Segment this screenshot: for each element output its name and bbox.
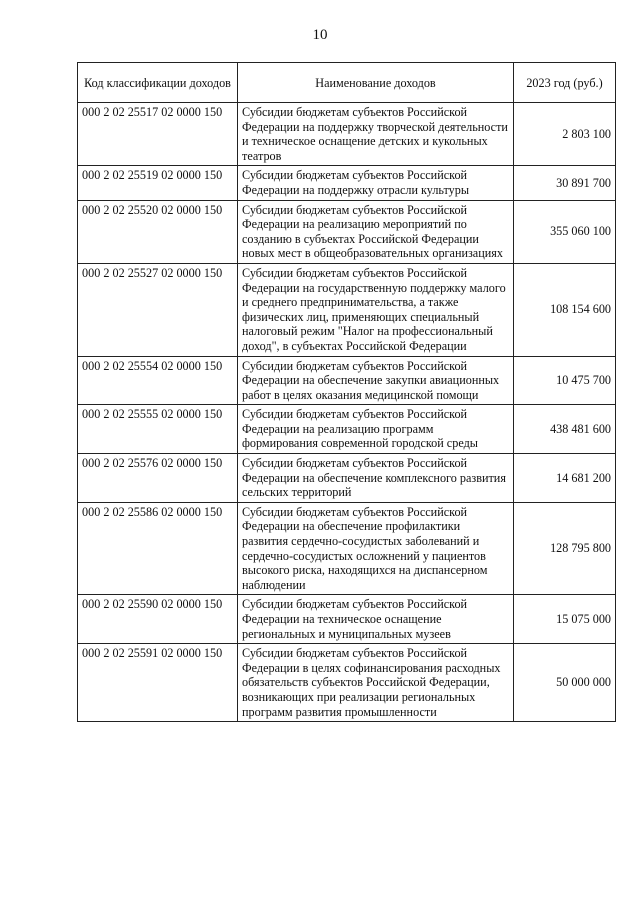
row-amount: 2 803 100 [514, 103, 616, 166]
row-amount: 14 681 200 [514, 454, 616, 503]
row-code: 000 2 02 25517 02 0000 150 [78, 103, 238, 166]
income-table [77, 62, 616, 722]
row-name: Субсидии бюджетам субъектов Российской Федерации на реализацию программ формирования современной городской среды [238, 405, 514, 454]
table-row [78, 263, 616, 356]
table-body [78, 103, 616, 722]
row-amount: 30 891 700 [514, 166, 616, 200]
row-amount: 128 795 800 [514, 502, 616, 595]
row-amount: 108 154 600 [514, 263, 616, 356]
row-code: 000 2 02 25576 02 0000 150 [78, 454, 238, 503]
table-row [78, 103, 616, 166]
table-row [78, 200, 616, 263]
row-code: 000 2 02 25555 02 0000 150 [78, 405, 238, 454]
row-name: Субсидии бюджетам субъектов Российской Федерации на техническое оснащение региональных и муниципальных музеев [238, 595, 514, 644]
row-name: Субсидии бюджетам субъектов Российской Федерации на поддержку отрасли культуры [238, 166, 514, 200]
row-name: Субсидии бюджетам субъектов Российской Федерации на обеспечение комплексного развития сельских территорий [238, 454, 514, 503]
header-row [78, 63, 616, 103]
row-name: Субсидии бюджетам субъектов Российской Федерации на обеспечение закупки авиационных работ в целях оказания медицинской помощи [238, 356, 514, 405]
row-amount: 15 075 000 [514, 595, 616, 644]
header-amount: 2023 год (руб.) [514, 63, 616, 103]
header-name: Наименование доходов [238, 63, 514, 103]
row-code: 000 2 02 25586 02 0000 150 [78, 502, 238, 595]
page-number: 10 [312, 27, 328, 43]
row-code: 000 2 02 25554 02 0000 150 [78, 356, 238, 405]
table-row [78, 405, 616, 454]
table-row [78, 356, 616, 405]
row-amount: 355 060 100 [514, 200, 616, 263]
row-amount: 438 481 600 [514, 405, 616, 454]
row-name: Субсидии бюджетам субъектов Российской Федерации на поддержку творческой деятельности и техническое оснащение детских и кукольных театров [238, 103, 514, 166]
table-row [78, 454, 616, 503]
header-code: Код классификации доходов [78, 63, 238, 103]
table-row [78, 595, 616, 644]
row-name: Субсидии бюджетам субъектов Российской Федерации на государственную поддержку малого и среднего предпринимательства, а также физических лиц, применяющих специальный налоговый режим "Налог на профессиональный доход", в субъектах Российской Федерации [238, 263, 514, 356]
row-code: 000 2 02 25527 02 0000 150 [78, 263, 238, 356]
row-code: 000 2 02 25591 02 0000 150 [78, 644, 238, 722]
table-row [78, 644, 616, 722]
row-amount: 10 475 700 [514, 356, 616, 405]
row-name: Субсидии бюджетам субъектов Российской Федерации на обеспечение профилактики развития сердечно-сосудистых заболеваний и сердечно-сосудистых осложнений у пациентов высокого риска, находящихся на диспансерном наблюдении [238, 502, 514, 595]
table-row [78, 502, 616, 595]
table-row [78, 166, 616, 200]
table-header [78, 63, 616, 103]
row-amount: 50 000 000 [514, 644, 616, 722]
row-code: 000 2 02 25590 02 0000 150 [78, 595, 238, 644]
row-code: 000 2 02 25519 02 0000 150 [78, 166, 238, 200]
row-name: Субсидии бюджетам субъектов Российской Федерации на реализацию мероприятий по созданию в субъектах Российской Федерации новых мест в общеобразовательных организациях [238, 200, 514, 263]
row-code: 000 2 02 25520 02 0000 150 [78, 200, 238, 263]
row-name: Субсидии бюджетам субъектов Российской Федерации в целях софинансирования расходных обязательств субъектов Российской Федерации, возникающих при реализации региональных программ развития промышленности [238, 644, 514, 722]
